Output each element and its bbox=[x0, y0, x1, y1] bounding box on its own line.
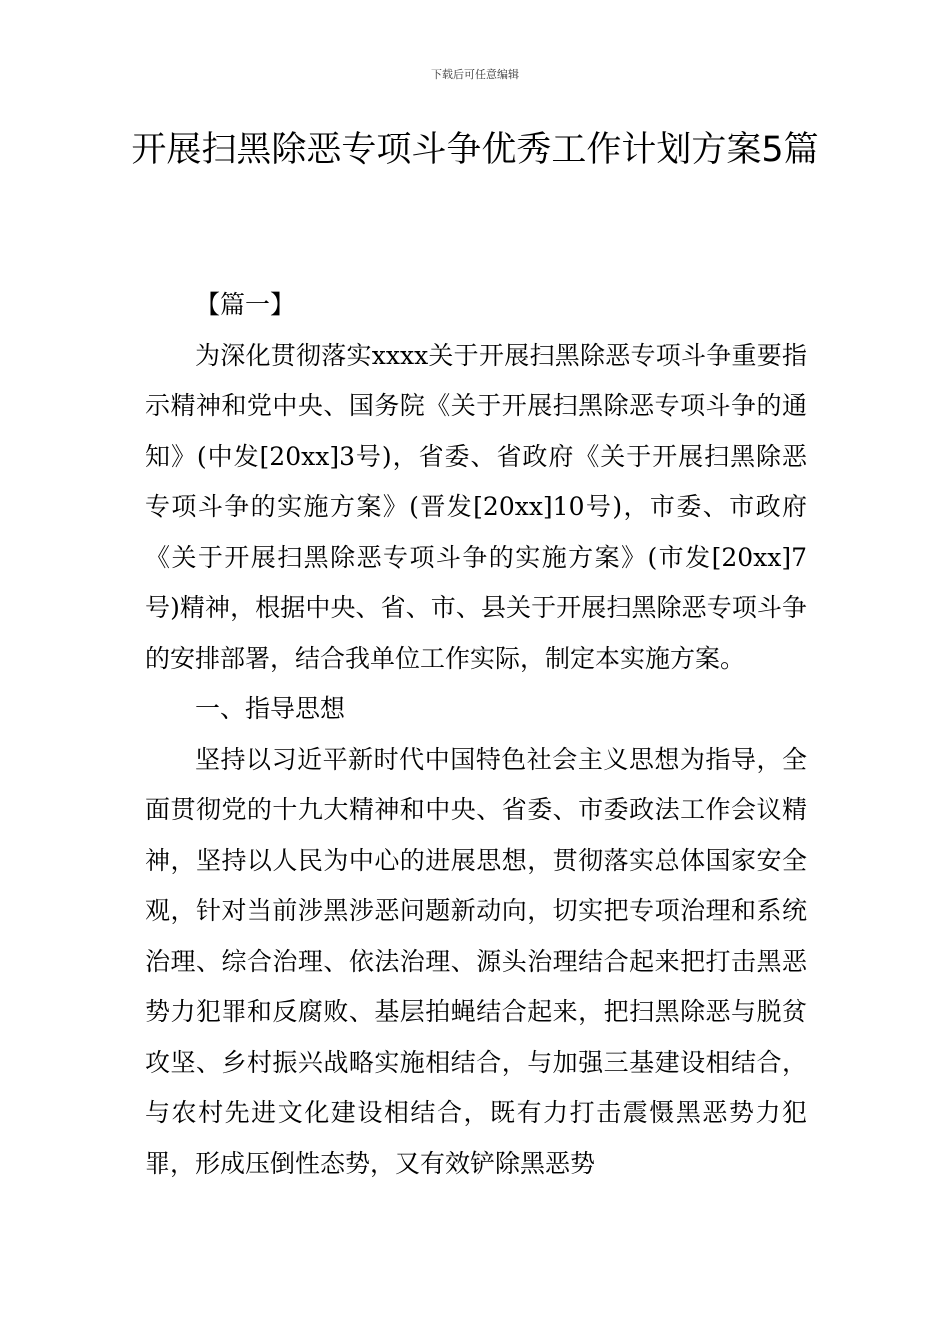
header-note: 下载后可任意编辑 bbox=[431, 68, 519, 81]
paragraph-intro: 为深化贯彻落实xxxx关于开展扫黑除恶专项斗争重要指示精神和党中央、国务院《关于开展扫黑除恶专项斗争的通知》(中发[20xx]3号)，省委、省政府《关于开展扫黑除恶专项斗争的实施方案》(晋发[20xx]10号)，市委、市政府《关于开展扫黑除恶专项斗争的实施方案》(市发[20xx]7号)精神，根据中央、省、市、县关于开展扫黑除恶专项斗争的安排部署，结合我单位工作实际，制定本实施方案。 bbox=[145, 340, 807, 673]
paragraph-guiding-ideology: 坚持以习近平新时代中国特色社会主义思想为指导，全面贯彻党的十九大精神和中央、省委、市委政法工作会议精神，坚持以人民为中心的进展思想，贯彻落实总体国家安全观，针对当前涉黑涉恶问题新动向，切实把专项治理和系统治理、综合治理、依法治理、源头治理结合起来把打击黑恶势力犯罪和反腐败、基层拍蝇结合起来，把扫黑除恶与脱贫攻坚、乡村振兴战略实施相结合，与加强三基建设相结合，与农村先进文化建设相结合，既有力打击震慑黑恶势力犯罪，形成压倒性态势，又有效铲除黑恶势 bbox=[145, 744, 807, 1178]
section-label: 【篇一】 bbox=[195, 290, 296, 319]
document-title: 开展扫黑除恶专项斗争优秀工作计划方案5篇 bbox=[131, 130, 819, 170]
heading-guiding-ideology: 一、指导思想 bbox=[195, 694, 346, 723]
document-body bbox=[145, 280, 807, 1189]
